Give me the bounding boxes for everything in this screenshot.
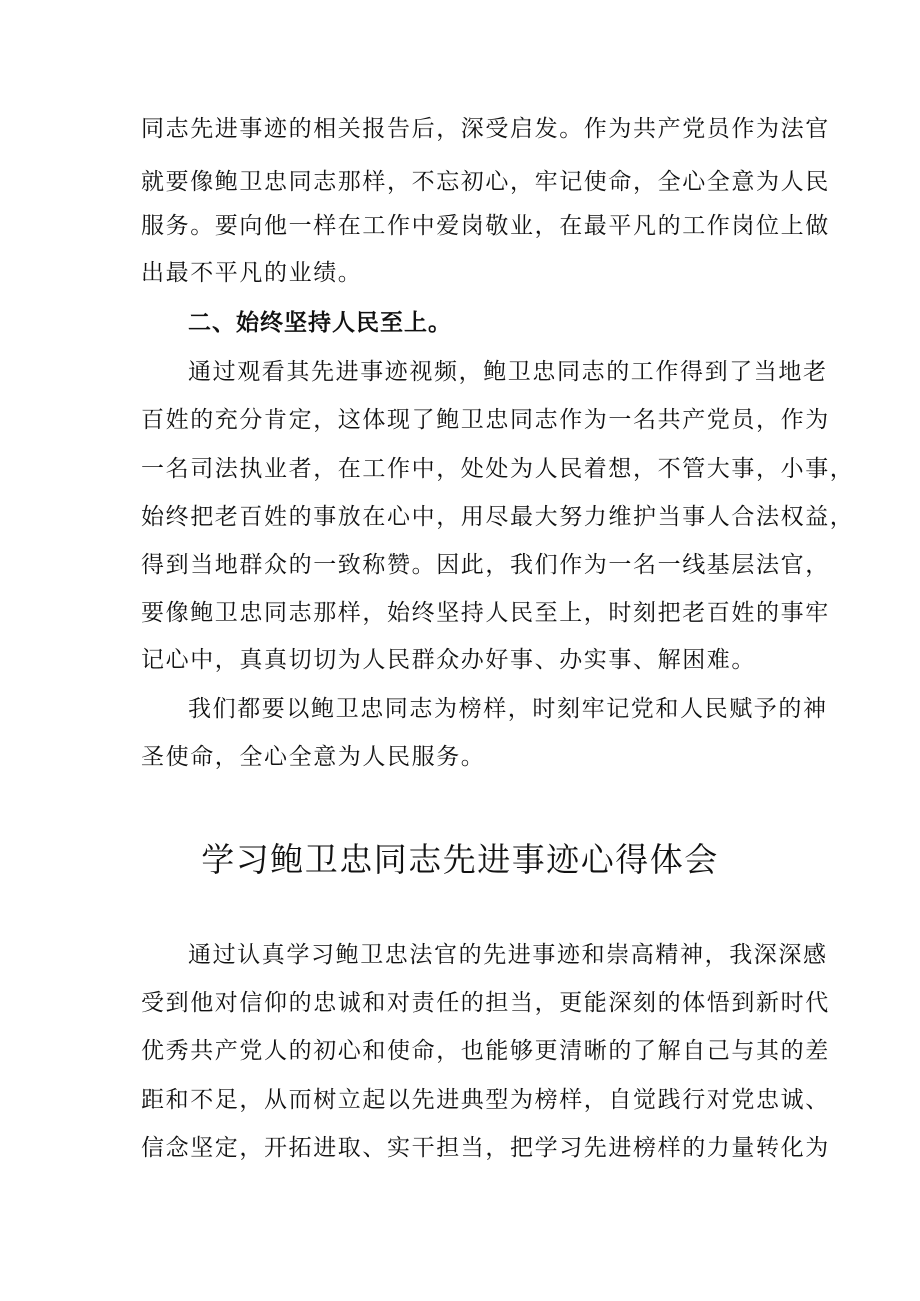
body-text-line: 距和不足，从而树立起以先进典型为榜样，自觉践行对党忠诚、 [141, 1087, 830, 1113]
body-text-line: 信念坚定，开拓进取、实干担当，把学习先进榜样的力量转化为 [141, 1135, 830, 1161]
body-text-line: 服务。要向他一样在工作中爱岗敬业，在最平凡的工作岗位上做 [141, 213, 830, 239]
body-text-line: 就要像鲍卫忠同志那样，不忘初心，牢记使命，全心全意为人民 [141, 169, 830, 195]
article-title: 学习鲍卫忠同志先进事迹心得体会 [201, 840, 719, 879]
body-text-line: 受到他对信仰的忠诚和对责任的担当，更能深刻的体悟到新时代 [141, 990, 830, 1016]
body-text-line: 记心中，真真切切为人民群众办好事、办实事、解困难。 [141, 647, 756, 673]
body-text-line: 通过观看其先进事迹视频，鲍卫忠同志的工作得到了当地老 [188, 359, 828, 385]
body-text-line: 百姓的充分肯定，这体现了鲍卫忠同志作为一名共产党员，作为 [141, 407, 830, 433]
body-text-line: 同志先进事迹的相关报告后，深受启发。作为共产党员作为法官 [141, 116, 830, 142]
section-heading: 二、始终坚持人民至上。 [188, 310, 452, 336]
body-text-line: 出最不平凡的业绩。 [141, 260, 363, 286]
body-text-line: 始终把老百姓的事放在心中，用尽最大努力维护当事人合法权益， [141, 504, 855, 530]
body-text-line: 优秀共产党人的初心和使命，也能够更清晰的了解自己与其的差 [141, 1038, 830, 1064]
body-text-line: 得到当地群众的一致称赞。因此，我们作为一名一线基层法官， [141, 552, 830, 578]
body-text-line: 要像鲍卫忠同志那样，始终坚持人民至上，时刻把老百姓的事牢 [141, 600, 830, 626]
body-text-line: 一名司法执业者，在工作中，处处为人民着想，不管大事，小事， [141, 456, 855, 482]
body-text-line: 圣使命，全心全意为人民服务。 [141, 744, 486, 770]
body-text-line: 通过认真学习鲍卫忠法官的先进事迹和崇高精神，我深深感 [188, 942, 828, 968]
body-text-line: 我们都要以鲍卫忠同志为榜样，时刻牢记党和人民赋予的神 [188, 696, 828, 722]
